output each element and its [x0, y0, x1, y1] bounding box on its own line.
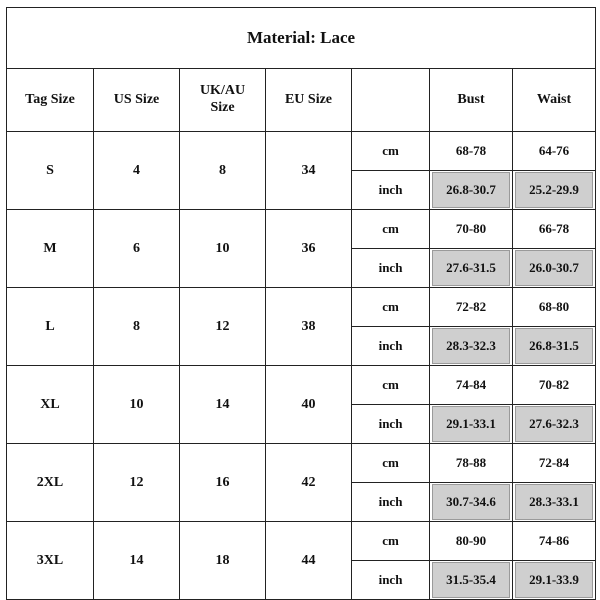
unit-cm-cell: cm: [352, 366, 430, 405]
header-waist: Waist: [513, 69, 596, 132]
us-size-cell: 8: [94, 288, 180, 366]
unit-cm-cell: cm: [352, 210, 430, 249]
bust-cm-cell: 78-88: [430, 444, 513, 483]
tag-size-cell: 3XL: [7, 522, 94, 600]
header-eu-size: EU Size: [266, 69, 352, 132]
size-row-cm: [7, 210, 596, 249]
waist-inch-cell: [513, 561, 596, 600]
eu-size-cell: 42: [266, 444, 352, 522]
size-row-cm: [7, 366, 596, 405]
bust-cm-cell: 80-90: [430, 522, 513, 561]
bust-cm-cell: 74-84: [430, 366, 513, 405]
bust-inch-value: 29.1-33.1: [432, 406, 510, 442]
us-size-cell: 14: [94, 522, 180, 600]
header-us-size: US Size: [94, 69, 180, 132]
size-row-cm: [7, 132, 596, 171]
waist-inch-value: 29.1-33.9: [515, 562, 593, 598]
unit-cm-cell: cm: [352, 132, 430, 171]
eu-size-cell: 36: [266, 210, 352, 288]
bust-inch-cell: [430, 171, 513, 210]
waist-cm-cell: 74-86: [513, 522, 596, 561]
unit-inch-cell: inch: [352, 171, 430, 210]
bust-inch-value: 30.7-34.6: [432, 484, 510, 520]
uk-au-size-cell: 12: [180, 288, 266, 366]
unit-inch-cell: inch: [352, 561, 430, 600]
header-unit: [352, 69, 430, 132]
tag-size-cell: 2XL: [7, 444, 94, 522]
uk-au-size-cell: 8: [180, 132, 266, 210]
eu-size-cell: 44: [266, 522, 352, 600]
uk-au-size-cell: 16: [180, 444, 266, 522]
unit-cm-cell: cm: [352, 522, 430, 561]
waist-cm-cell: 64-76: [513, 132, 596, 171]
header-tag-size: Tag Size: [7, 69, 94, 132]
waist-inch-value: 28.3-33.1: [515, 484, 593, 520]
waist-cm-cell: 66-78: [513, 210, 596, 249]
waist-inch-value: 25.2-29.9: [515, 172, 593, 208]
header-uk-au-size: [180, 69, 266, 132]
bust-cm-cell: 68-78: [430, 132, 513, 171]
header-uk-au-line1: UK/AU: [199, 83, 246, 99]
waist-inch-cell: [513, 483, 596, 522]
size-row-cm: [7, 522, 596, 561]
us-size-cell: 12: [94, 444, 180, 522]
waist-cm-cell: 70-82: [513, 366, 596, 405]
bust-cm-cell: 72-82: [430, 288, 513, 327]
size-chart-table: [6, 7, 596, 600]
unit-inch-cell: inch: [352, 405, 430, 444]
waist-inch-value: 26.0-30.7: [515, 250, 593, 286]
waist-inch-cell: [513, 327, 596, 366]
bust-inch-cell: [430, 561, 513, 600]
us-size-cell: 4: [94, 132, 180, 210]
tag-size-cell: XL: [7, 366, 94, 444]
waist-inch-cell: [513, 405, 596, 444]
header-uk-au-line2: Size: [210, 100, 235, 115]
eu-size-cell: 40: [266, 366, 352, 444]
tag-size-cell: M: [7, 210, 94, 288]
bust-inch-cell: [430, 249, 513, 288]
bust-cm-cell: 70-80: [430, 210, 513, 249]
bust-inch-value: 31.5-35.4: [432, 562, 510, 598]
waist-inch-value: 26.8-31.5: [515, 328, 593, 364]
bust-inch-value: 26.8-30.7: [432, 172, 510, 208]
bust-inch-cell: [430, 483, 513, 522]
unit-inch-cell: inch: [352, 249, 430, 288]
bust-inch-cell: [430, 405, 513, 444]
us-size-cell: 6: [94, 210, 180, 288]
unit-cm-cell: cm: [352, 444, 430, 483]
eu-size-cell: 34: [266, 132, 352, 210]
waist-inch-cell: [513, 249, 596, 288]
bust-inch-value: 27.6-31.5: [432, 250, 510, 286]
waist-cm-cell: 68-80: [513, 288, 596, 327]
eu-size-cell: 38: [266, 288, 352, 366]
size-chart: [6, 7, 595, 595]
unit-cm-cell: cm: [352, 288, 430, 327]
tag-size-cell: S: [7, 132, 94, 210]
header-bust: Bust: [430, 69, 513, 132]
chart-title: Material: Lace: [7, 8, 596, 69]
bust-inch-value: 28.3-32.3: [432, 328, 510, 364]
uk-au-size-cell: 10: [180, 210, 266, 288]
unit-inch-cell: inch: [352, 483, 430, 522]
size-row-cm: [7, 288, 596, 327]
header-row: [7, 69, 596, 132]
us-size-cell: 10: [94, 366, 180, 444]
bust-inch-cell: [430, 327, 513, 366]
waist-cm-cell: 72-84: [513, 444, 596, 483]
tag-size-cell: L: [7, 288, 94, 366]
size-row-cm: [7, 444, 596, 483]
uk-au-size-cell: 18: [180, 522, 266, 600]
waist-inch-value: 27.6-32.3: [515, 406, 593, 442]
waist-inch-cell: [513, 171, 596, 210]
unit-inch-cell: inch: [352, 327, 430, 366]
uk-au-size-cell: 14: [180, 366, 266, 444]
